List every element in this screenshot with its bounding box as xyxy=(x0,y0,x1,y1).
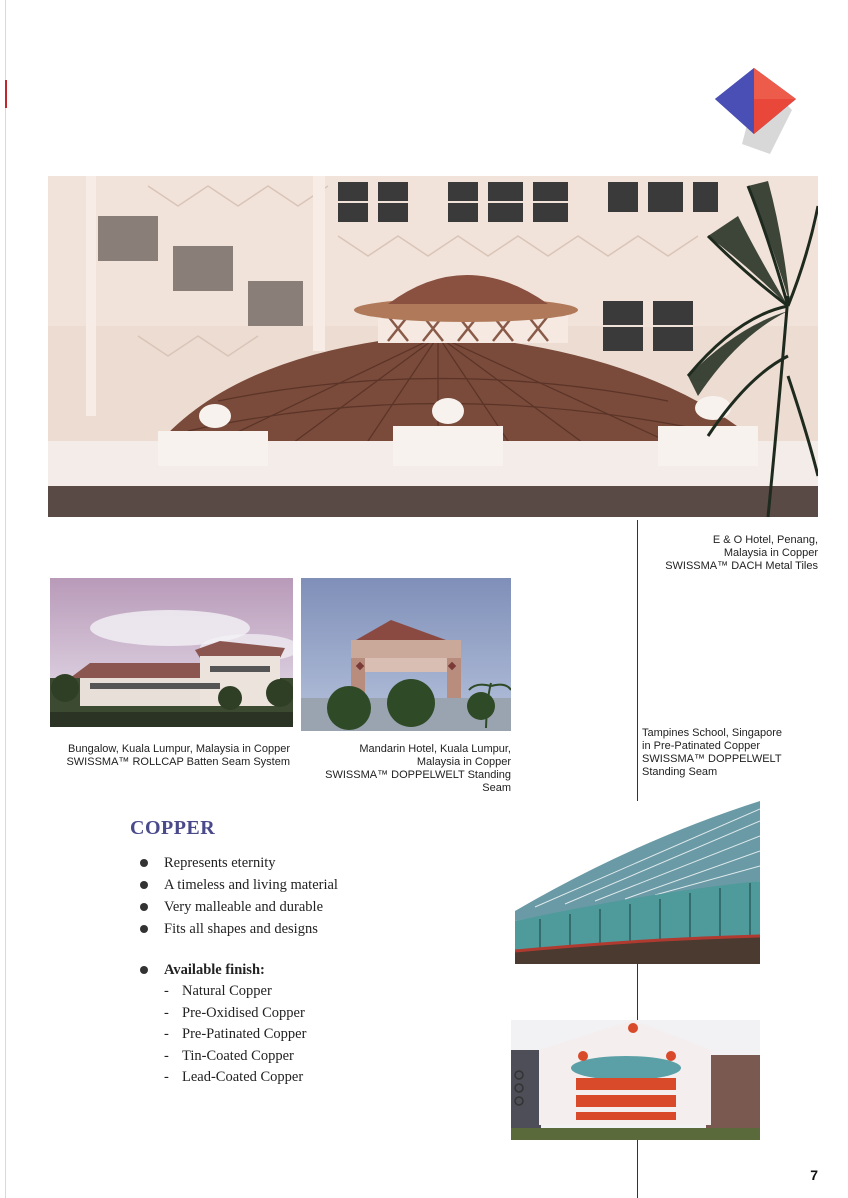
tampines-building-photo xyxy=(511,1020,760,1140)
list-item: Very malleable and durable xyxy=(138,896,458,918)
caption-line: E & O Hotel, Penang, xyxy=(712,534,818,546)
bungalow-caption xyxy=(50,743,290,769)
list-item: - Pre-Patinated Copper xyxy=(162,1024,458,1046)
list-item: - Natural Copper xyxy=(162,981,458,1003)
edge-mark xyxy=(5,80,7,108)
caption-line: Tampines School, Singapore xyxy=(642,727,783,739)
finish-title: Available finish: xyxy=(138,959,458,981)
caption-line: SWISSMA™ DOPPELWELT Standing Seam xyxy=(325,769,511,794)
caption-line: SWISSMA™ DOPPELWELT xyxy=(642,753,782,765)
caption-line: Malaysia in Copper xyxy=(723,547,818,559)
finish-section xyxy=(138,959,458,1089)
list-item: - Tin-Coated Copper xyxy=(162,1046,458,1068)
feature-list xyxy=(138,852,458,940)
caption-line: SWISSMA™ ROLLCAP Batten Seam System xyxy=(66,756,290,768)
eo-hotel-photo xyxy=(48,176,818,517)
mandarin-caption xyxy=(301,743,511,795)
section-heading: COPPER xyxy=(130,817,216,839)
eo-hotel-caption xyxy=(588,534,818,573)
page-number: 7 xyxy=(810,1167,818,1183)
tampines-caption xyxy=(642,727,832,779)
bungalow-photo xyxy=(50,578,293,727)
caption-line: Malaysia in Copper xyxy=(416,756,511,768)
list-item: - Pre-Oxidised Copper xyxy=(162,1003,458,1025)
list-item: - Lead-Coated Copper xyxy=(162,1067,458,1089)
caption-line: Bungalow, Kuala Lumpur, Malaysia in Copper xyxy=(68,743,290,755)
caption-line: in Pre-Patinated Copper xyxy=(642,740,761,752)
mandarin-photo xyxy=(301,578,511,731)
caption-line: SWISSMA™ DACH Metal Tiles xyxy=(665,560,818,572)
list-item: A timeless and living material xyxy=(138,874,458,896)
caption-line: Mandarin Hotel, Kuala Lumpur, xyxy=(359,743,511,755)
caption-line: Standing Seam xyxy=(642,766,718,778)
logo-diamond xyxy=(712,66,802,156)
tampines-roof-photo xyxy=(515,801,760,964)
list-item: Fits all shapes and designs xyxy=(138,918,458,940)
list-item: Represents eternity xyxy=(138,852,458,874)
page-edge xyxy=(5,0,6,1198)
